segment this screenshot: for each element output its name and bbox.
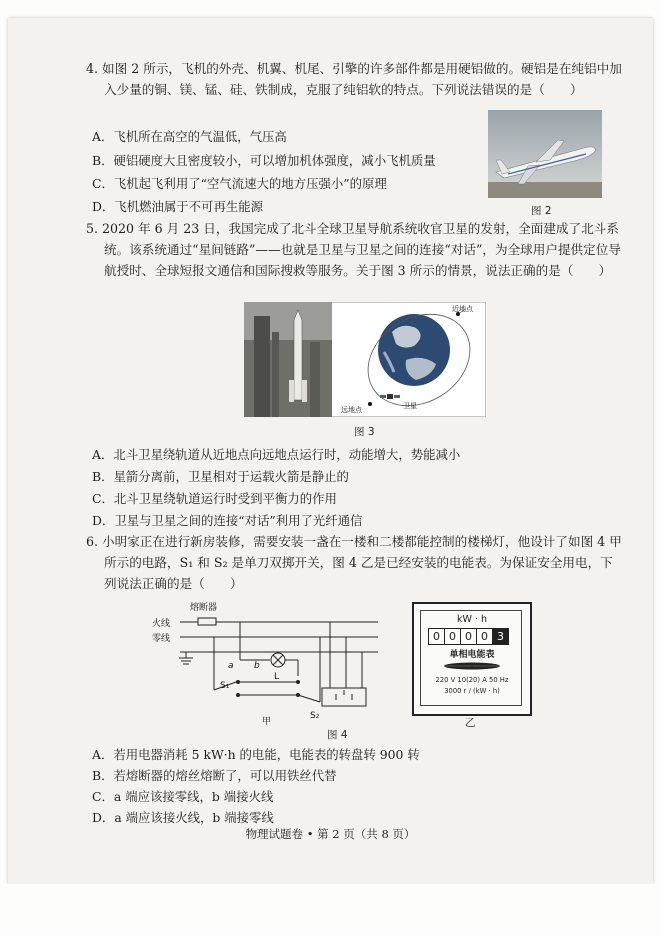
figure-3-rocket-orbit <box>244 302 486 417</box>
energy-meter <box>412 602 532 716</box>
meter-digit: 0 <box>477 628 493 645</box>
page-footer: 物理试题卷 • 第 2 页（共 8 页） <box>245 827 416 841</box>
meter-dial-icon <box>442 661 502 671</box>
meter-name: 单相电能表 <box>449 650 495 660</box>
meter-display <box>428 628 509 645</box>
ground-icon <box>179 652 193 664</box>
question-4-option-c: C．飞机起飞利用了“空气流速大的地方压强小”的原理 <box>92 176 387 191</box>
figure-2-airplane-photo <box>488 110 602 198</box>
figure-4-part-a-label: 甲 <box>262 717 272 725</box>
lamp-label: L <box>274 672 280 682</box>
terminal-b-label: b <box>254 661 260 671</box>
question-6-option-b: B．若熔断器的熔丝熔断了，可以用铁丝代替 <box>92 768 337 783</box>
switch-s2-label: S₂ <box>310 711 320 721</box>
terminal-a-label: a <box>228 661 234 671</box>
figure-4-circuit-diagram <box>150 600 380 725</box>
perigee-label: 近地点 <box>452 305 473 313</box>
meter-spec-voltage: 220 V 10(20) A 50 Hz <box>435 676 509 684</box>
question-4-option-d: D．飞机燃油属于不可再生能源 <box>92 199 264 214</box>
question-5-stem: 5. 2020 年 6 月 23 日，我国完成了北斗全球卫星导航系统收官卫星的发射，全面建成了北斗系统。该系统通过“星间链路”——也就是卫星与卫星之间的连接“对话”，为全球用户提供定位导航授时、全球短报文通信和国际搜救等服务。关于图 3 所示的情景，说法正确的是（ ） <box>86 221 621 278</box>
meter-spec-revolutions: 3000 r / (kW · h) <box>444 687 500 695</box>
question-5-option-b: B．星箭分离前，卫星相对于运载火箭是静止的 <box>92 469 349 484</box>
page-margin <box>0 884 661 935</box>
question-5-option-d: D．卫星与卫星之间的连接“对话”利用了光纤通信 <box>92 513 363 528</box>
question-4-option-b: B．硬铝硬度大且密度较小，可以增加机体强度，减小飞机质量 <box>92 153 436 168</box>
question-6-option-d: D．a 端应该接火线，b 端接零线 <box>92 810 274 825</box>
question-6-option-a: A．若用电器消耗 5 kW·h 的电能，电能表的转盘转 900 转 <box>92 747 420 762</box>
switch-s1-label: S₁ <box>220 681 230 691</box>
figure-4-part-b-label: 乙 <box>465 717 476 729</box>
live-wire-label: 火线 <box>152 619 171 629</box>
question-5-option-c: C．北斗卫星绕轨道运行时受到平衡力的作用 <box>92 491 337 506</box>
meter-unit: kW · h <box>457 614 487 625</box>
question-6-stem: 6. 小明家正在进行新房装修，需要安装一盏在一楼和二楼都能控制的楼梯灯，他设计了如图 4 甲所示的电路，S₁ 和 S₂ 是单刀双掷开关，图 4 乙是已经安装的电能表。为保证安全用电，下列说法正确的是（ ） <box>86 534 622 591</box>
question-6-option-c: C．a 端应该接零线，b 端接火线 <box>92 789 274 804</box>
meter-digit: 0 <box>445 628 461 645</box>
question-4-option-a: A．飞机所在高空的气温低，气压高 <box>92 129 287 144</box>
meter-digit: 0 <box>461 628 477 645</box>
figure-2-caption: 图 2 <box>531 205 552 217</box>
neutral-wire-label: 零线 <box>152 634 171 644</box>
question-5-option-a: A．北斗卫星绕轨道从近地点向远地点运行时，动能增大，势能减小 <box>92 447 461 462</box>
fuse-icon <box>198 618 216 625</box>
meter-digit: 0 <box>428 628 445 645</box>
satellite-label: 卫星 <box>403 402 417 410</box>
figure-3-caption: 图 3 <box>354 426 375 438</box>
apogee-label: 远地点 <box>341 406 362 414</box>
question-4-stem: 4. 如图 2 所示，飞机的外壳、机翼、机尾、引擎的许多部件都是用硬铝做的。硬铝是在纯铝中加入少量的铜、镁、锰、硅、铁制成，克服了纯铝软的特点。下列说法错误的是（ ） <box>86 61 622 97</box>
figure-4-caption: 图 4 <box>327 729 348 741</box>
fuse-label: 熔断器 <box>190 603 218 613</box>
meter-digit-decimal: 3 <box>493 628 509 645</box>
